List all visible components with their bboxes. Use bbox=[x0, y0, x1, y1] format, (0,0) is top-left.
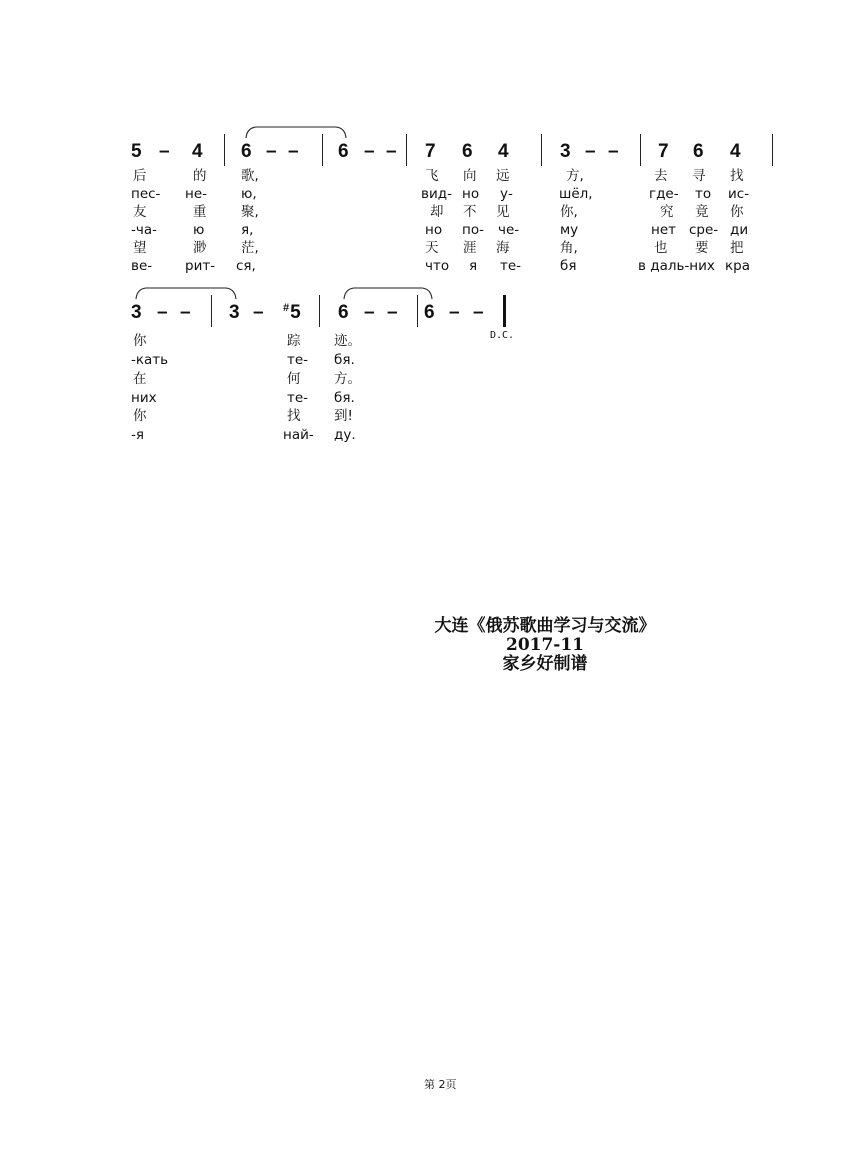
lyric-syllable: 方, bbox=[566, 168, 584, 184]
lyric-syllable: 要 bbox=[695, 240, 709, 256]
lyric-syllable: 你 bbox=[133, 408, 147, 424]
lyric-syllable: 也 bbox=[654, 240, 668, 256]
lyric-syllable: в даль-них bbox=[638, 258, 715, 274]
note: 4 bbox=[498, 141, 509, 162]
lyric-syllable: 重 bbox=[193, 204, 207, 220]
lyric-syllable: 后 bbox=[133, 168, 147, 184]
lyric-syllable: 方。 bbox=[334, 371, 361, 387]
lyric-syllable: 的 bbox=[193, 168, 207, 184]
credit-date: 2017-11 bbox=[505, 635, 585, 655]
lyric-syllable: ю, bbox=[241, 186, 257, 202]
lyric-syllable: 不 bbox=[463, 204, 477, 220]
dash: – bbox=[288, 141, 299, 162]
lyric-syllable: вид- bbox=[421, 186, 452, 202]
note: 6 bbox=[241, 141, 252, 162]
dash: – bbox=[364, 302, 375, 323]
dash: – bbox=[585, 141, 596, 162]
lyric-syllable: те- bbox=[287, 390, 309, 406]
note: 6 bbox=[693, 141, 704, 162]
lyric-syllable: нет bbox=[651, 222, 676, 238]
lyric-syllable: 望 bbox=[133, 240, 147, 256]
note: 7 bbox=[425, 141, 436, 162]
lyric-syllable: 到! bbox=[334, 408, 353, 424]
lyric-syllable: 见 bbox=[496, 204, 510, 220]
lyric-syllable: сре- bbox=[689, 222, 719, 238]
lyric-syllable: по- bbox=[462, 222, 484, 238]
barline bbox=[541, 134, 542, 166]
credits-block bbox=[380, 617, 710, 674]
lyric-syllable: най- bbox=[283, 427, 314, 443]
lyric-syllable: ди bbox=[730, 222, 749, 238]
lyric-syllable: бя. bbox=[334, 390, 355, 406]
lyric-syllable: ве- bbox=[131, 258, 153, 274]
barline bbox=[772, 134, 773, 166]
note: 3 bbox=[229, 302, 240, 323]
lyric-syllable: 你, bbox=[560, 204, 578, 220]
dash: – bbox=[266, 141, 277, 162]
note: #5 bbox=[283, 302, 301, 323]
lyric-syllable: ис- bbox=[728, 186, 750, 202]
credit-author: 家乡好制谱 bbox=[502, 654, 588, 674]
lyric-syllable: ся, bbox=[236, 258, 256, 274]
lyric-syllable: 迹。 bbox=[334, 333, 361, 349]
dash: – bbox=[180, 302, 191, 323]
lyric-syllable: те- bbox=[287, 352, 309, 368]
lyric-syllable: 海 bbox=[496, 240, 510, 256]
note: 6 bbox=[424, 302, 435, 323]
lyric-syllable: 找 bbox=[730, 168, 744, 184]
lyric-syllable: у- bbox=[500, 186, 513, 202]
lyric-syllable: 天 bbox=[425, 240, 439, 256]
lyric-syllable: где- bbox=[649, 186, 679, 202]
lyric-syllable: 友 bbox=[133, 204, 147, 220]
dash: – bbox=[473, 302, 484, 323]
lyric-syllable: них bbox=[131, 390, 157, 406]
barline bbox=[224, 134, 225, 166]
lyric-syllable: не- bbox=[185, 186, 208, 202]
lyric-syllable: 何 bbox=[287, 371, 301, 387]
dash: – bbox=[157, 302, 168, 323]
note: 4 bbox=[192, 141, 203, 162]
lyric-syllable: но bbox=[462, 186, 480, 202]
slur bbox=[244, 124, 348, 140]
page-number: 第 2页 bbox=[424, 1078, 457, 1091]
lyric-syllable: пес- bbox=[131, 186, 161, 202]
lyric-syllable: кра bbox=[725, 258, 750, 274]
lyric-syllable: 寻 bbox=[692, 168, 706, 184]
lyric-syllable: те- bbox=[500, 258, 522, 274]
barline bbox=[406, 134, 407, 166]
lyric-syllable: я bbox=[469, 258, 478, 274]
lyric-syllable: -кать bbox=[131, 352, 169, 368]
dc-mark: D.C. bbox=[490, 330, 515, 341]
note: 4 bbox=[730, 141, 741, 162]
note: 3 bbox=[560, 141, 571, 162]
lyric-syllable: то bbox=[695, 186, 712, 202]
note: 3 bbox=[131, 302, 142, 323]
barline bbox=[640, 134, 641, 166]
credit-source: 大连《俄苏歌曲学习与交流》 bbox=[434, 616, 656, 636]
lyric-syllable: му bbox=[560, 222, 579, 238]
note: 6 bbox=[462, 141, 473, 162]
dash: – bbox=[159, 141, 170, 162]
lyric-syllable: 茫, bbox=[241, 240, 259, 256]
lyric-syllable: 踪 bbox=[287, 333, 301, 349]
lyric-syllable: 飞 bbox=[425, 168, 439, 184]
sharp-sign: # bbox=[283, 302, 290, 314]
lyric-syllable: че- bbox=[498, 222, 520, 238]
lyric-syllable: ю bbox=[193, 222, 205, 238]
lyric-syllable: 歌, bbox=[241, 168, 259, 184]
lyric-syllable: -я bbox=[131, 427, 144, 443]
slur bbox=[134, 285, 238, 301]
note: 6 bbox=[338, 302, 349, 323]
dash: – bbox=[364, 141, 375, 162]
note: 6 bbox=[338, 141, 349, 162]
note: 5 bbox=[131, 141, 142, 162]
dash: – bbox=[387, 302, 398, 323]
slur bbox=[342, 285, 434, 301]
lyric-syllable: 远 bbox=[496, 168, 510, 184]
dash: – bbox=[608, 141, 619, 162]
lyric-syllable: 角, bbox=[560, 240, 578, 256]
lyric-syllable: ду. bbox=[334, 427, 356, 443]
lyric-syllable: 去 bbox=[654, 168, 668, 184]
lyric-syllable: 竟 bbox=[695, 204, 709, 220]
lyric-syllable: 究 bbox=[660, 204, 674, 220]
lyric-syllable: 渺 bbox=[193, 240, 207, 256]
lyric-syllable: 向 bbox=[463, 168, 477, 184]
lyric-syllable: 聚, bbox=[241, 204, 259, 220]
lyric-syllable: 找 bbox=[287, 408, 301, 424]
lyric-syllable: я, bbox=[241, 222, 254, 238]
lyric-syllable: 涯 bbox=[463, 240, 477, 256]
lyric-syllable: что bbox=[425, 258, 450, 274]
barline bbox=[319, 295, 320, 327]
lyric-syllable: -ча- bbox=[131, 222, 157, 238]
lyric-syllable: 把 bbox=[730, 240, 744, 256]
lyric-syllable: 你 bbox=[730, 204, 744, 220]
final-barline bbox=[503, 295, 506, 327]
lyric-syllable: но bbox=[425, 222, 443, 238]
dash: – bbox=[253, 302, 264, 323]
dash: – bbox=[386, 141, 397, 162]
lyric-syllable: 你 bbox=[133, 333, 147, 349]
lyric-syllable: шёл, bbox=[559, 186, 593, 202]
dash: – bbox=[449, 302, 460, 323]
lyric-syllable: бя. bbox=[334, 352, 355, 368]
lyric-syllable: рит- bbox=[185, 258, 216, 274]
lyric-syllable: 在 bbox=[133, 371, 147, 387]
lyric-syllable: бя bbox=[560, 258, 577, 274]
lyric-syllable: 却 bbox=[430, 204, 444, 220]
note: 7 bbox=[658, 141, 669, 162]
